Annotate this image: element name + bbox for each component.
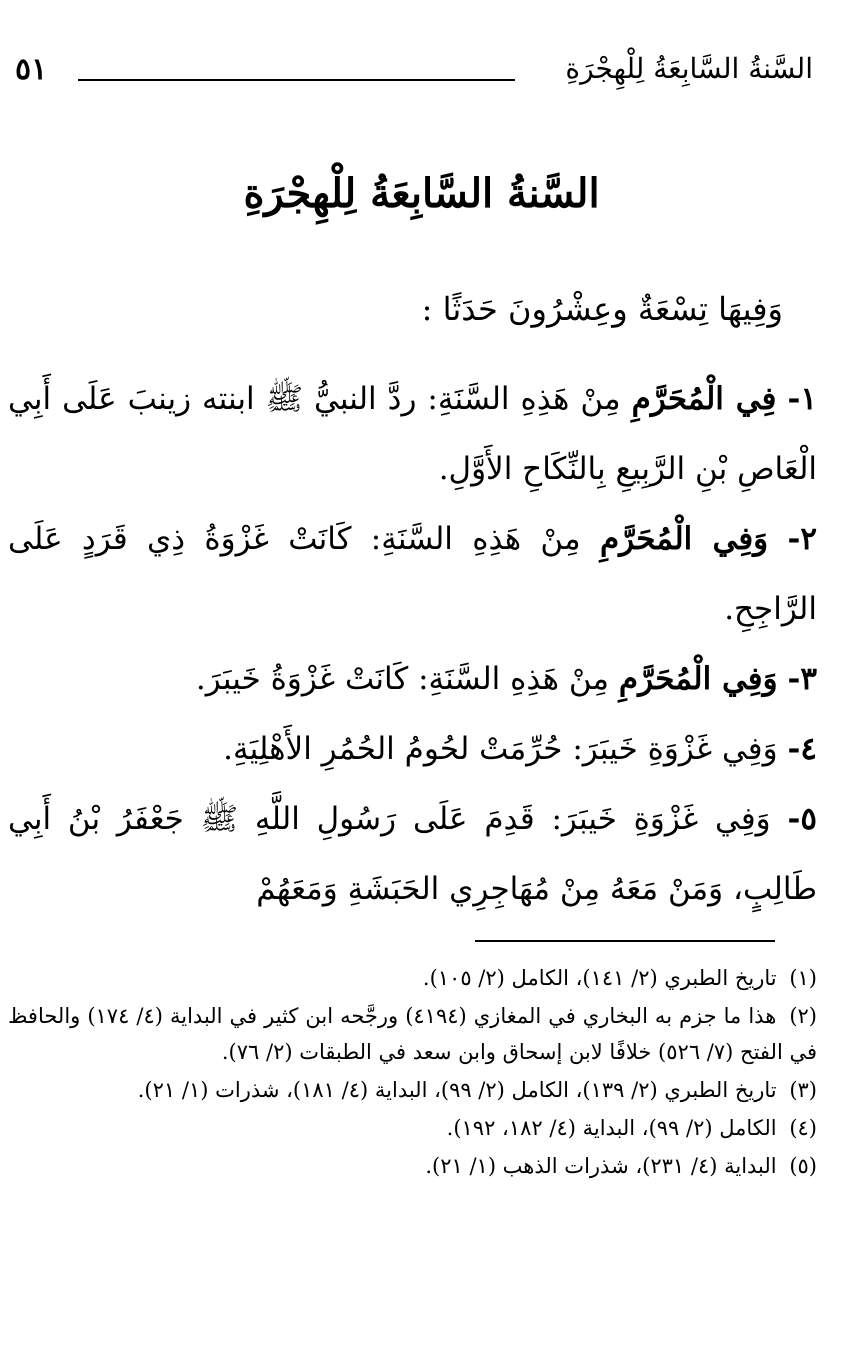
event-text: مِنْ هَذِهِ السَّنَةِ: كَانَتْ غَزْوَةُ ذِي قَرَدٍ عَلَى الرَّاجِحِ. [8, 521, 817, 627]
footnote-text: الكامل (٢/ ٩٩)، البداية (٤/ ١٨٢، ١٩٢). [446, 1116, 777, 1140]
running-title: السَّنةُ السَّابِعَةُ لِلْهِجْرَةِ [565, 52, 813, 85]
chapter-title: السَّنةُ السَّابِعَةُ لِلْهِجْرَةِ [243, 170, 600, 217]
event-number: ٤- [787, 731, 817, 767]
footnote-text: تاريخ الطبري (٢/ ١٤١)، الكامل (٢/ ١٠٥). [422, 966, 777, 990]
footnote-5 [8, 1148, 817, 1184]
footnote-3 [8, 1072, 817, 1108]
event-item-5 [8, 784, 817, 924]
event-item-3 [8, 644, 817, 714]
event-number: ٣- [787, 661, 817, 697]
footnote-text: هذا ما جزم به البخاري في المغازي (٤١٩٤) ورجَّحه ابن كثير في البداية (٤/ ١٧٤) والحافظ في الفتح (٧/ ٥٢٦) خلافًا لابن إسحاق وابن سعد في الطبقات (٢/ ٧٦). [8, 1004, 817, 1064]
footnote-number: (١) [789, 966, 817, 990]
page-number: ٥١ [15, 52, 48, 87]
header-rule [78, 79, 515, 81]
footnote-number: (٢) [789, 1004, 817, 1028]
event-lead: فِي الْمُحَرَّمِ [631, 381, 777, 417]
event-text: مِنْ هَذِهِ السَّنَةِ: كَانَتْ غَزْوَةُ خَيبَرَ. [195, 661, 610, 697]
footnote-text: تاريخ الطبري (٢/ ١٣٩)، الكامل (٢/ ٩٩)، البداية (٤/ ١٨١)، شذرات (١/ ٢١). [137, 1078, 777, 1102]
event-item-2 [8, 504, 817, 644]
footnotes [8, 960, 817, 1186]
events-list [8, 364, 817, 924]
event-text: وَفِي غَزْوَةِ خَيبَرَ: حُرِّمَتْ لحُومُ الحُمُرِ الأَهْلِيَةِ. [223, 731, 778, 767]
footnote-number: (٣) [789, 1078, 817, 1102]
chapter-intro: وَفِيهَا تِسْعَةٌ وعِشْرُونَ حَدَثًا : [421, 290, 783, 328]
event-text: وَفِي غَزْوَةِ خَيبَرَ: قَدِمَ عَلَى رَسُولِ اللَّهِ ﷺ جَعْفَرُ بْنُ أَبِي طَالِبٍ، وَمَنْ مَعَهُ مِنْ مُهَاجِرِي الحَبَشَةِ وَمَعَهُمْ [8, 801, 817, 907]
event-number: ٢- [787, 521, 818, 557]
event-lead: وَفِي الْمُحَرَّمِ [618, 661, 778, 697]
event-text: مِنْ هَذِهِ السَّنَةِ: ردَّ النبيُّ ﷺ ابنته زينبَ عَلَى أَبِي الْعَاصِ بْنِ الرَّبِيعِ بِالنِّكَاحِ الأَوَّلِ. [8, 381, 817, 487]
event-item-4 [8, 714, 817, 784]
footnote-2 [8, 998, 817, 1070]
footnote-number: (٤) [789, 1116, 817, 1140]
event-item-1 [8, 364, 817, 504]
footnote-4 [8, 1110, 817, 1146]
footnote-1 [8, 960, 817, 996]
footnote-number: (٥) [789, 1154, 817, 1178]
footnote-text: البداية (٤/ ٢٣١)، شذرات الذهب (١/ ٢١). [425, 1154, 777, 1178]
footnote-rule [475, 940, 775, 942]
event-number: ١- [787, 381, 817, 417]
event-lead: وَفِي الْمُحَرَّمِ [599, 521, 769, 557]
event-number: ٥- [787, 801, 817, 837]
